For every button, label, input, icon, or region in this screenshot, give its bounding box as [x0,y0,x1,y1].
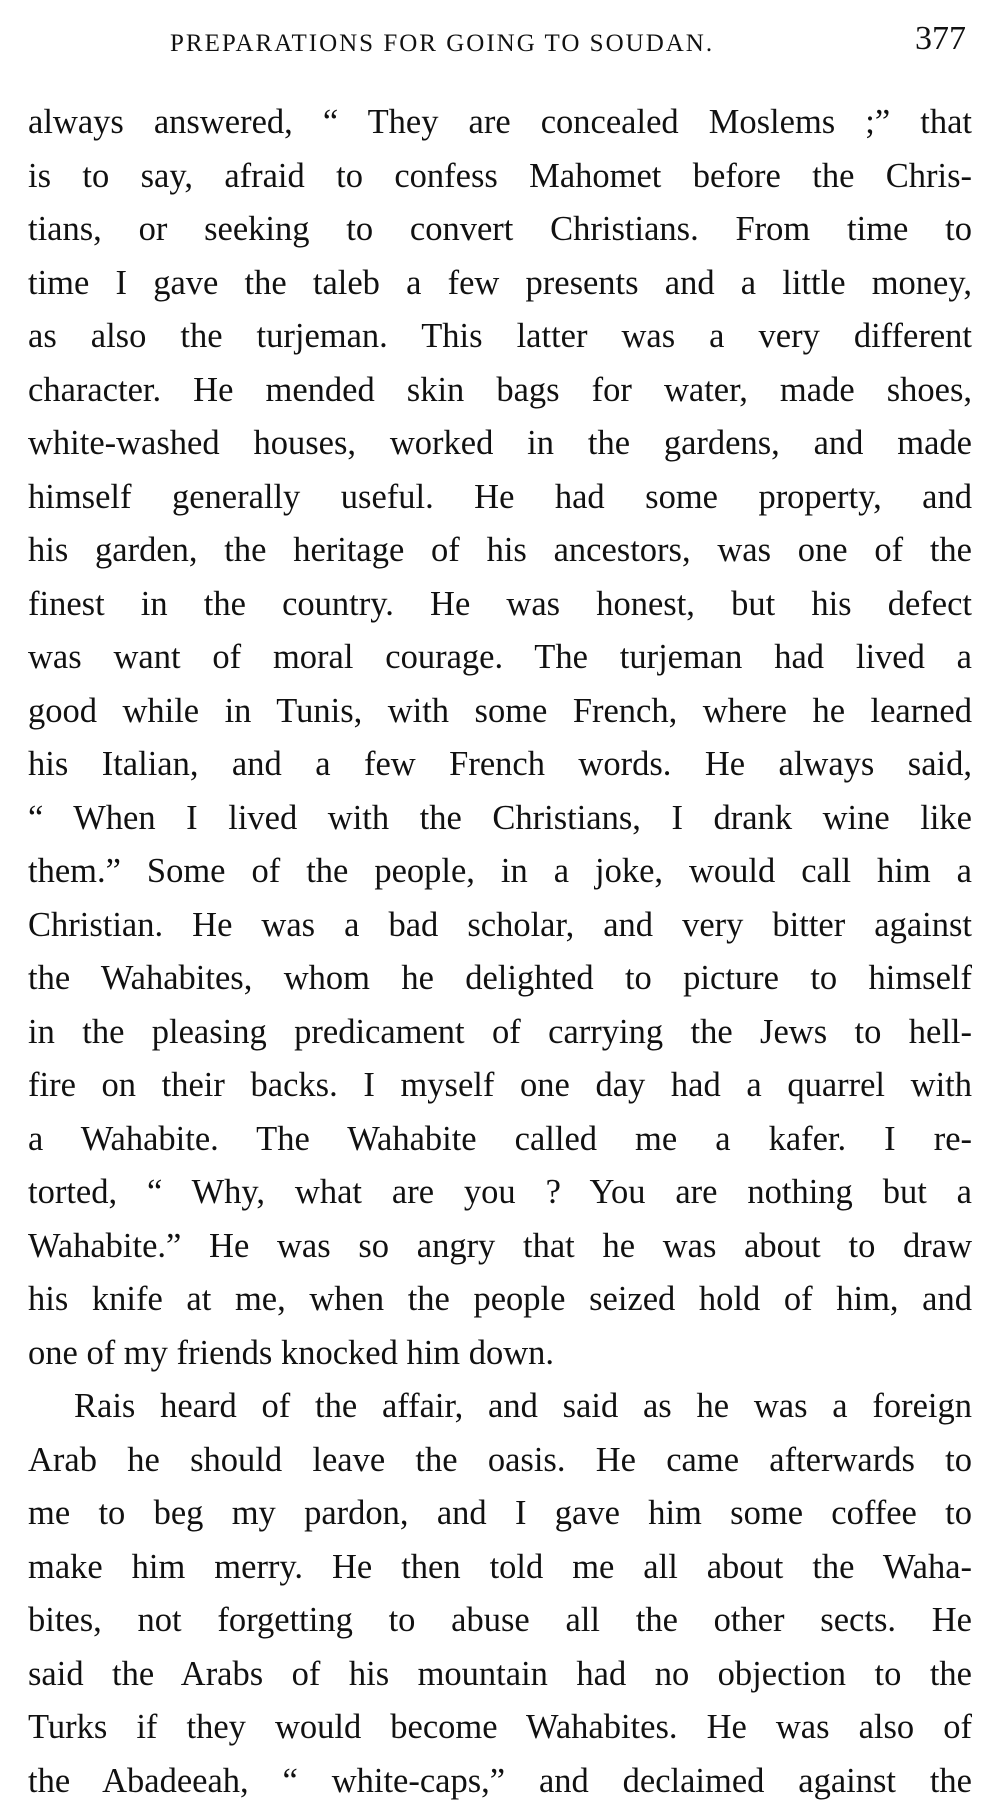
text-line: Christian. He was a bad scholar, and very bitter against [28,905,972,944]
text-line: finest in the country. He was honest, but his defect [28,584,972,623]
text-line: his Italian, and a few French words. He always said, [28,745,972,783]
body-text [28,96,972,1808]
text-line: them.” Some of the people, in a joke, would call him a [28,852,972,890]
text-line: bites, not forgetting to abuse all the other sects. He [28,1601,972,1639]
text-line: Wahabite.” He was so angry that he was about to draw [28,1226,972,1265]
text-line: was want of moral courage. The turjeman had lived a [28,638,972,676]
text-line: his knife at me, when the people seized hold of him, and [28,1280,972,1318]
text-line: Arab he should leave the oasis. He came afterwards to [28,1440,972,1479]
text-line: as also the turjeman. This latter was a very different [28,317,972,355]
text-line: himself generally useful. He had some property, and [28,477,972,516]
text-line: white-washed houses, worked in the gardens, and made [28,424,972,462]
paragraph-2 [28,1380,972,1808]
text-line: one of my friends knocked him down. [28,1333,555,1372]
text-line: Rais heard of the affair, and said as he was a foreign [74,1387,972,1425]
text-line: a Wahabite. The Wahabite called me a kafer. I re- [28,1119,972,1158]
running-head [28,18,972,78]
text-line: fire on their backs. I myself one day had a quarrel with [28,1066,972,1104]
text-line: said the Arabs of his mountain had no objection to the [28,1654,972,1693]
text-line: is to say, afraid to confess Mahomet before the Chris- [28,156,972,195]
running-title: PREPARATIONS FOR GOING TO SOUDAN. [170,30,715,57]
text-line: in the pleasing predicament of carrying the Jews to hell- [28,1012,972,1051]
text-line: character. He mended skin bags for water, made shoes, [28,370,972,409]
text-line: always answered, “ They are concealed Moslems ;” that [28,103,972,141]
paragraph-1 [28,96,972,1380]
text-line: Turks if they would become Wahabites. He was also of [28,1708,972,1746]
text-line: make him merry. He then told me all about the Waha- [28,1547,972,1586]
text-line: good while in Tunis, with some French, where he learned [28,691,972,730]
text-line: the Abadeeah, “ white-caps,” and declaimed against the [28,1761,972,1800]
text-line: “ When I lived with the Christians, I drank wine like [28,798,972,837]
page-number: 377 [915,20,966,57]
text-line: me to beg my pardon, and I gave him some coffee to [28,1494,972,1532]
text-line: the Wahabites, whom he delighted to picture to himself [28,959,972,997]
text-line: time I gave the taleb a few presents and a little money, [28,263,972,302]
text-line: tians, or seeking to convert Christians. From time to [28,210,972,248]
text-line: torted, “ Why, what are you ? You are nothing but a [28,1173,972,1211]
text-line: his garden, the heritage of his ancestors, was one of the [28,531,972,569]
